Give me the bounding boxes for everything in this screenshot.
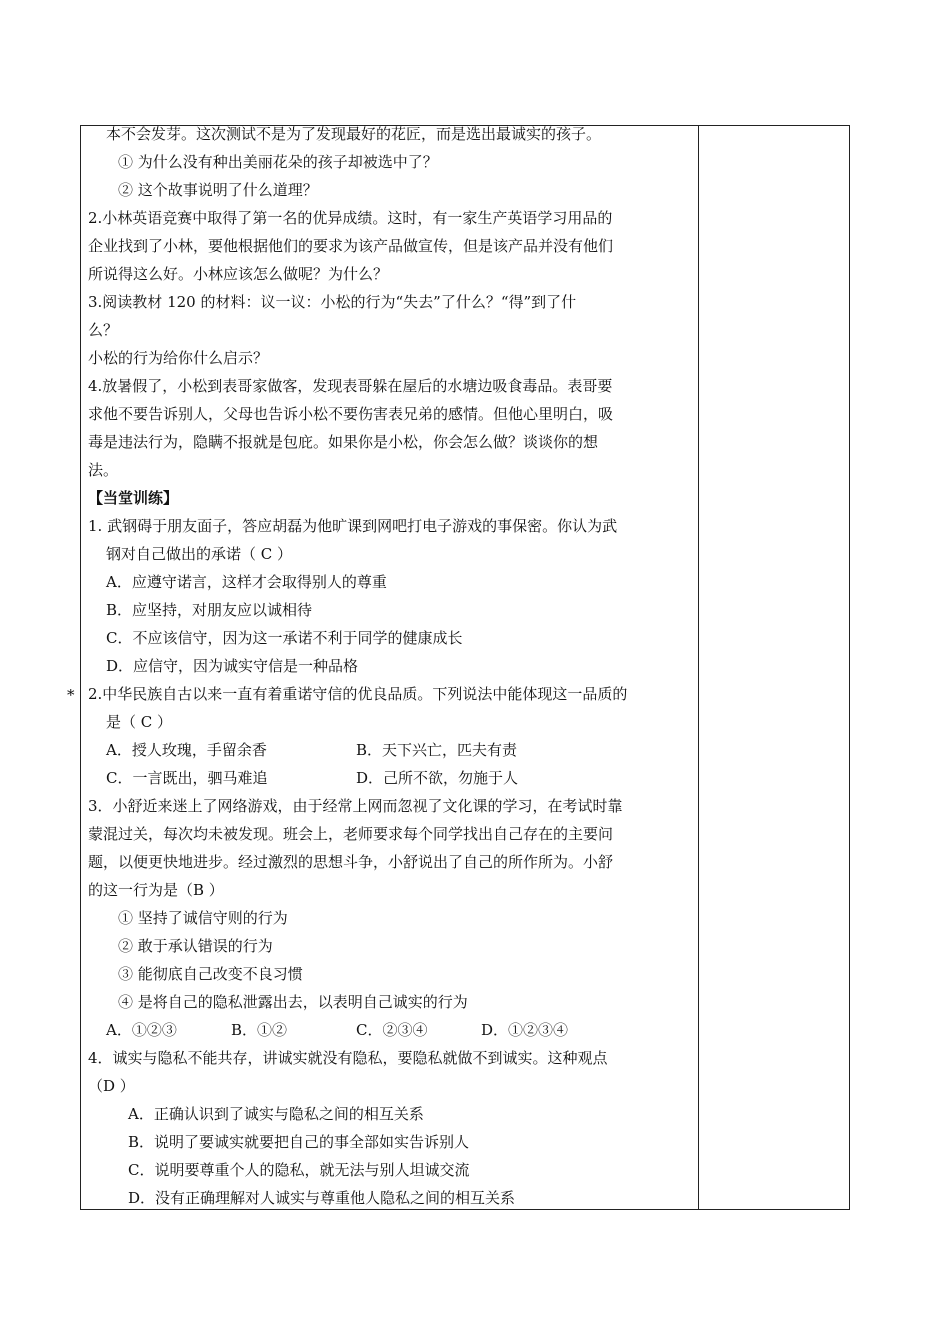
- exercise-3-option-a: A．①②③: [106, 1021, 177, 1039]
- exercise-1-stem: 1. 武钢碍于朋友面子，答应胡磊为他旷课到网吧打电子游戏的事保密。你认为武: [88, 517, 618, 535]
- exercise-3-option-b: B．①②: [231, 1021, 288, 1039]
- exercise-2-stem: 2.中华民族自古以来一直有着重诺守信的优良品质。下列说法中能体现这一品质的: [88, 685, 628, 703]
- exercise-3-option-d: D．①②③④: [481, 1021, 569, 1039]
- item-4-line: 毒是违法行为，隐瞒不报就是包庇。如果你是小松，你会怎么做？谈谈你的想: [88, 433, 599, 451]
- exercise-1-option-c: C．不应该信守，因为这一承诺不利于同学的健康成长: [106, 629, 463, 647]
- item-3-line: 3.阅读教材 120 的材料：议一议：小松的行为“失去”了什么？“得”到了什: [88, 293, 577, 311]
- exercise-4-option-c: C．说明要尊重个人的隐私，就无法与别人坦诚交流: [128, 1161, 470, 1179]
- item-4-line: 法。: [88, 461, 119, 479]
- exercise-2-options-row: [88, 764, 688, 792]
- exercise-1-option-b: B．应坚持，对朋友应以诚相待: [106, 601, 313, 619]
- exercise-2-stem: 是（ C ）: [106, 713, 173, 731]
- exercise-1-option-d: D．应信守，因为诚实守信是一种品格: [106, 657, 359, 675]
- exercise-4-stem: （D ）: [88, 1077, 135, 1095]
- section-heading: 【当堂训练】: [88, 489, 179, 507]
- story-line: 本不会发芽。这次测试不是为了发现最好的花匠，而是选出最诚实的孩子。: [106, 125, 602, 143]
- exercise-4-option-b: B．说明了要诚实就要把自己的事全部如实告诉别人: [128, 1133, 470, 1151]
- exercise-3-statement-2: ② 敢于承认错误的行为: [118, 937, 273, 955]
- exercise-1-option-a: A．应遵守诺言，这样才会取得别人的尊重: [106, 573, 387, 591]
- item-4-line: 求他不要告诉别人，父母也告诉小松不要伤害表兄弟的感情。但他心里明白，吸: [88, 405, 614, 423]
- item-2-line: 企业找到了小林，要他根据他们的要求为该产品做宣传，但是该产品并没有他们: [88, 237, 614, 255]
- exercise-4-option-d: D．没有正确理解对人诚实与尊重他人隐私之间的相互关系: [128, 1189, 516, 1207]
- exercise-4-stem: 4．诚实与隐私不能共存，讲诚实就没有隐私，要隐私就做不到诚实。这种观点: [88, 1049, 608, 1067]
- item-2-line: 所说得这么好。小林应该怎么做呢？为什么？: [88, 265, 389, 283]
- column-divider: [698, 125, 699, 1210]
- worksheet-content: [88, 120, 688, 1212]
- exercise-2-option-b: B．天下兴亡，匹夫有责: [356, 741, 518, 759]
- item-2-line: 2.小林英语竞赛中取得了第一名的优异成绩。这时，有一家生产英语学习用品的: [88, 209, 613, 227]
- item-3-line: 小松的行为给你什么启示？: [88, 349, 269, 367]
- exercise-3-stem: 题，以便更快地进步。经过激烈的思想斗争，小舒说出了自己的所作所为。小舒: [88, 853, 614, 871]
- exercise-1-stem: 钢对自己做出的承诺（ C ）: [106, 545, 293, 563]
- margin-star: *: [67, 686, 75, 704]
- exercise-3-statement-4: ④ 是将自己的隐私泄露出去，以表明自己诚实的行为: [118, 993, 468, 1011]
- item-3-line: 么？: [88, 321, 119, 339]
- exercise-4-option-a: A．正确认识到了诚实与隐私之间的相互关系: [128, 1105, 424, 1123]
- question-2: ② 这个故事说明了什么道理？: [118, 181, 318, 199]
- exercise-2-options-row: [88, 736, 688, 764]
- exercise-2-option-c: C．一言既出，驷马难追: [106, 769, 268, 787]
- exercise-3-option-c: C．②③④: [356, 1021, 428, 1039]
- exercise-2-option-d: D．己所不欲，勿施于人: [356, 769, 519, 787]
- exercise-3-stem: 3．小舒近来迷上了网络游戏，由于经常上网而忽视了文化课的学习，在考试时靠: [88, 797, 623, 815]
- item-4-line: 4.放暑假了，小松到表哥家做客，发现表哥躲在屋后的水塘边吸食毒品。表哥要: [88, 377, 613, 395]
- exercise-3-stem: 的这一行为是（B ）: [88, 881, 224, 899]
- exercise-2-option-a: A．授人玫瑰，手留余香: [106, 741, 267, 759]
- exercise-3-statement-3: ③ 能彻底自己改变不良习惯: [118, 965, 303, 983]
- exercise-3-stem: 蒙混过关，每次均未被发现。班会上，老师要求每个同学找出自己存在的主要问: [88, 825, 614, 843]
- exercise-3-options-row: [88, 1016, 688, 1044]
- question-1: ① 为什么没有种出美丽花朵的孩子却被选中了？: [118, 153, 438, 171]
- exercise-3-statement-1: ① 坚持了诚信守则的行为: [118, 909, 288, 927]
